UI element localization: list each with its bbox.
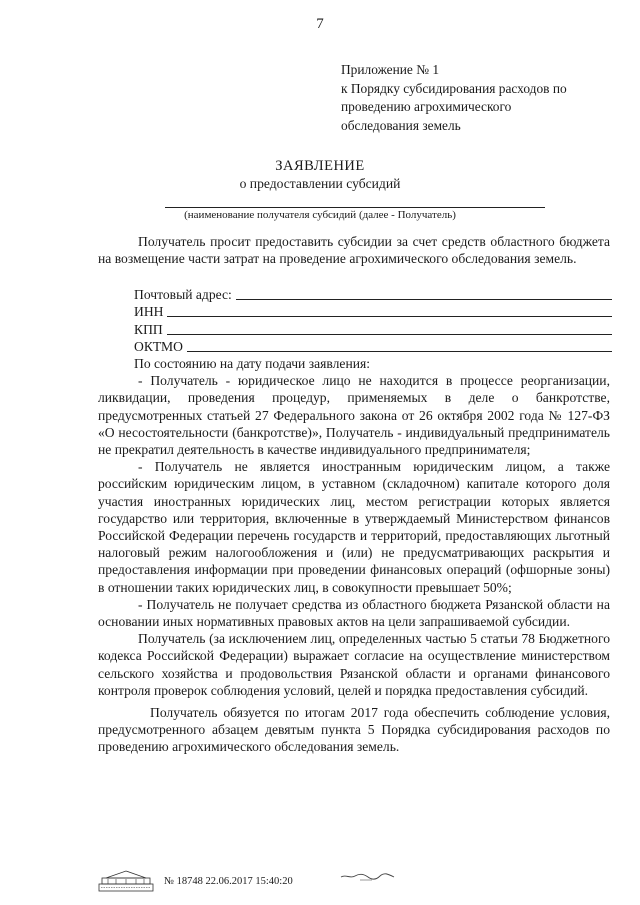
recipient-name-line <box>165 207 545 208</box>
appendix-line-1: Приложение № 1 <box>341 62 440 77</box>
obligation-paragraph: Получатель обязуется по итогам 2017 года обеспечить соблюдение условия, предусмотренного абзацем девятым пункта 5 Порядка субсидирования расходов по проведению агрохимического обследования земель. <box>98 705 610 755</box>
signature-mark <box>340 868 395 884</box>
inn-label: ИНН <box>134 304 164 319</box>
statements-lead: По состоянию на дату подачи заявления: <box>134 356 371 371</box>
statement-item-2: - Получатель не является иностранным юридическим лицом, а также российским юридическим лицом, в уставном (складочном) капитале которого доля участия иностранных юридических лиц, местом регистрации которых является государство или территория, включенные в утверждаемый Министерством финансов Российской Федерации перечень государств и территорий, предоставляющих льготный налоговый режим налогообложения и (или) не предусматривающих раскрытия и предоставления информации при проведении финансовых операций (офшорные зоны) в отношении таких юридических лиц, в совокупности превышает 50%; <box>98 459 610 595</box>
postal-address-row <box>134 285 612 303</box>
statement-item-1: - Получатель - юридическое лицо не находится в процессе реорганизации, ликвидации, проведения процедур, применяемых в деле о банкротстве, предусмотренных статьей 27 Федерального закона от 26 октября 2002 года № 127-ФЗ «О несостоятельности (банкротстве)», Получатель - индивидуальный предприниматель не прекратил деятельность в качестве индивидуального предпринимателя; <box>98 373 610 458</box>
recipient-caption: (наименование получателя субсидий (далее - Получатель) <box>184 209 456 221</box>
page-number: 7 <box>316 16 324 32</box>
oktmo-label: ОКТМО <box>134 339 183 354</box>
postal-address-label: Почтовый адрес: <box>134 286 232 302</box>
intro-text: Получатель просит предоставить субсидии за счет средств областного бюджета на возмещение части затрат на проведение агрохимического обследования земель. <box>98 234 610 267</box>
appendix-line-4: обследования земель <box>341 117 461 133</box>
registration-number: № 18748 22.06.2017 15:40:20 <box>164 875 293 887</box>
appendix-header <box>341 61 631 135</box>
intro-paragraph <box>98 233 610 267</box>
appendix-line-2: к Порядку субсидирования расходов по <box>341 80 567 96</box>
kpp-label: КПП <box>134 321 163 337</box>
statements-section <box>98 355 610 756</box>
document-subtitle: о предоставлении субсидий <box>239 176 401 191</box>
consent-paragraph: Получатель (за исключением лиц, определенных частью 5 статьи 78 Бюджетного кодекса Российской Федерации) выражает согласие на осуществление министерством сельского хозяйства и продовольствия Рязанской области и органами финансового контроля проверок соблюдения условий, целей и порядка предоставления субсидий. <box>98 631 610 698</box>
requisites-fields <box>134 285 612 355</box>
oktmo-row <box>134 338 612 356</box>
kpp-line <box>167 334 612 335</box>
postal-address-line <box>236 299 612 300</box>
document-title: ЗАЯВЛЕНИЕ <box>275 158 365 174</box>
appendix-line-3: проведению агрохимического <box>341 99 512 114</box>
oktmo-line <box>187 351 612 352</box>
statement-item-3: - Получатель не получает средства из областного бюджета Рязанской области на основании иных нормативных правовых актов на цели запрашиваемой субсидии. <box>98 596 610 630</box>
building-stamp-icon <box>98 870 154 892</box>
inn-line <box>167 316 612 317</box>
inn-row <box>134 303 612 321</box>
kpp-row <box>134 320 612 338</box>
